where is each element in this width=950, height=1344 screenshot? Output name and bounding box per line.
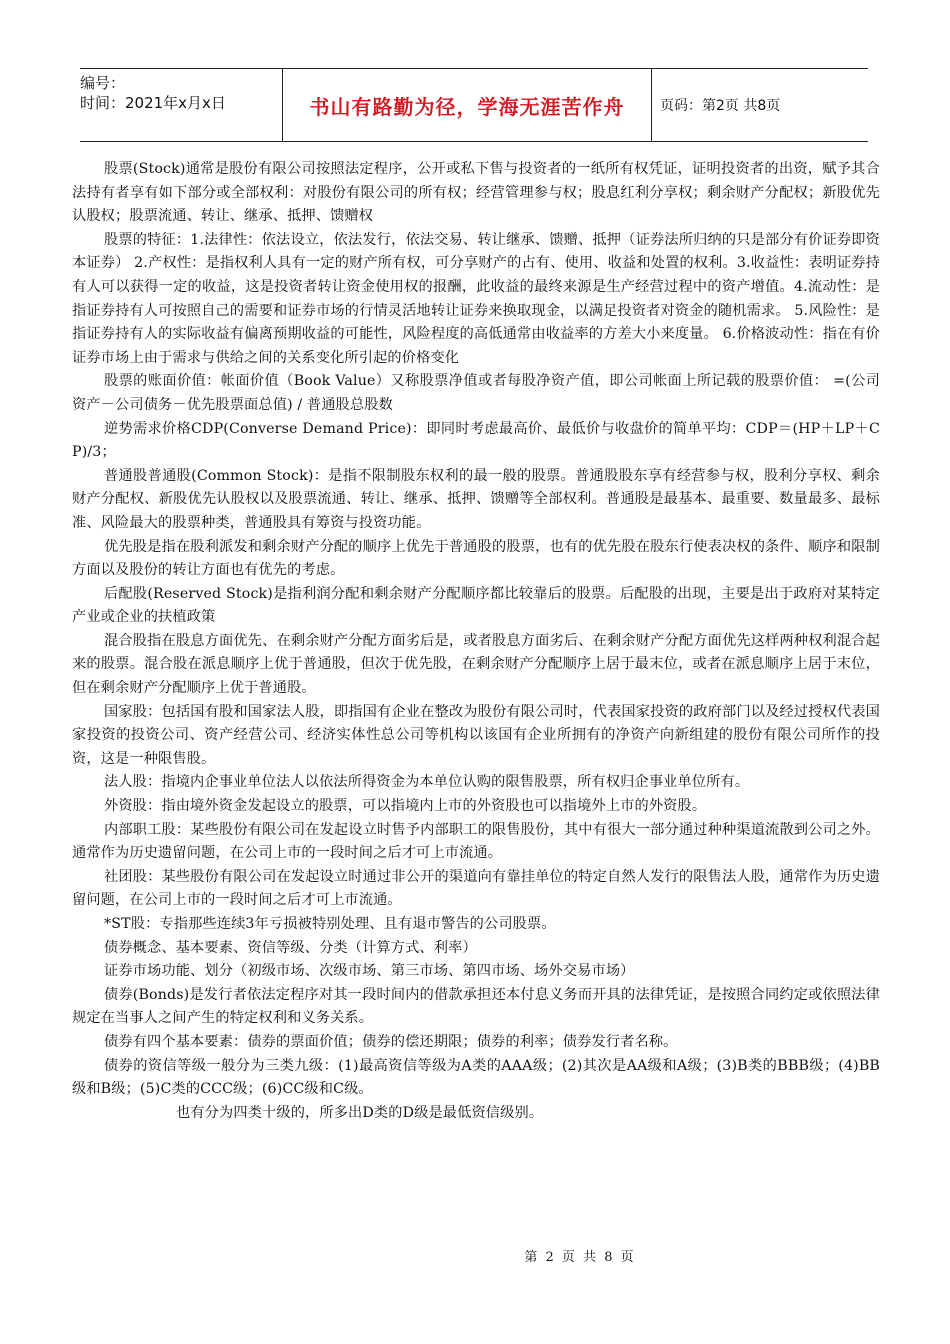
paragraph: 股票(Stock)通常是股份有限公司按照法定程序，公开或私下售与投资者的一纸所有权凭证，证明投资者的出资，赋予其合法持有者享有如下部分或全部权利：对股份有限公司的所有权；经营管理参与权；股息红利分享权；剩余财产分配权；新股优先认股权；股票流通、转让、继承、抵押、馈赠权 — [72, 161, 880, 225]
paragraph: 逆势需求价格CDP(Converse Demand Price)：即同时考虑最高价、最低价与收盘价的简单平均：CDP＝(HP＋LP＋CP)/3； — [72, 420, 880, 461]
page-footer — [0, 1246, 950, 1265]
header-page-label: 页码：第2页 共8页 — [660, 98, 781, 114]
paragraph: 外资股：指由境外资金发起设立的股票，可以指境内上市的外资股也可以指境外上市的外资股。 — [104, 798, 707, 815]
paragraph: 混合股指在股息方面优先、在剩余财产分配方面劣后是，或者股息方面劣后、在剩余财产分配方面优先这样两种权利混合起来的股票。混合股在派息顺序上优于普通股，但次于优先股，在剩余财产分配顺序上居于最末位，或者在派息顺序上居于末位，但在剩余财产分配顺序上优于普通股。 — [72, 632, 880, 697]
paragraph: 后配股(Reserved Stock)是指利润分配和剩余财产分配顺序都比较靠后的股票。后配股的出现，主要是出于政府对某特定产业或企业的扶植政策 — [72, 585, 880, 626]
header-meta — [80, 69, 282, 141]
header-motto: 书山有路勤为径，学海无涯苦作舟 — [282, 69, 652, 141]
paragraph: 股票的特征：1.法律性：依法设立，依法发行，依法交易、转让继承、馈赠、抵押（证券法所归纳的只是部分有价证券即资本证券） 2.产权性：是指权利人具有一定的财产所有权，可分享财产的占有、使用、收益和处置的权利。3.收益性：表明证券持有人可以获得一定的收益，这是投资者转让资金使用权的报酬，此收益的最终来源是生产经营过程中的资产增值。4.流动性：是指证券持有人可按照自己的需要和证券市场的行情灵活地转让证券来换取现金，以满足投资者对资金的随机需求。 5.风险性：是指证券持有人的实际收益有偏离预期收益的可能性，风险程度的高低通常由收益率的方差大小来度量。 6.价格波动性：指在有价证券市场上由于需求与供给之间的关系变化所引起的价格变化 — [72, 231, 880, 366]
page-header — [80, 68, 868, 142]
footer-page-number: 第 2 页 共 8 页 — [524, 1250, 636, 1265]
paragraph: 社团股：某些股份有限公司在发起设立时通过非公开的渠道向有靠挂单位的特定自然人发行的限售法人股，通常作为历史遗留问题，在公司上市的一段时间之后才可上市流通。 — [72, 868, 880, 909]
paragraph: 普通股普通股(Common Stock)：是指不限制股东权利的最一般的股票。普通股股东享有经营参与权，股利分享权、剩余财产分配权、新股优先认股权以及股票流通、转让、继承、抵押、馈赠等全部权利。普通股是最基本、最重要、数量最多、最标准、风险最大的股票种类，普通股具有筹资与投资功能。 — [72, 467, 880, 531]
paragraph: 内部职工股：某些股份有限公司在发起设立时售予内部职工的限售股份，其中有很大一部分通过种种渠道流散到公司之外。通常作为历史遗留问题，在公司上市的一段时间之后才可上市流通。 — [72, 821, 880, 862]
paragraph: 也有分为四类十级的，所多出D类的D级是最低资信级别。 — [176, 1104, 544, 1121]
paragraph: 证券市场功能、划分（初级市场、次级市场、第三市场、第四市场、场外交易市场） — [104, 963, 635, 980]
paragraph: *ST股：专指那些连续3年亏损被特别处理、且有退市警告的公司股票。 — [104, 916, 556, 932]
document-body — [72, 158, 880, 1125]
paragraph: 债券概念、基本要素、资信等级、分类（计算方式、利率） — [104, 939, 477, 956]
paragraph: 国家股：包括国有股和国家法人股，即指国有企业在整改为股份有限公司时，代表国家投资的政府部门以及经过授权代表国家投资的投资公司、资产经营公司、经济实体性总公司等机构以该国有企业所拥有的净资产向新组建的股份有限公司所作的投资，这是一种限售股。 — [72, 703, 880, 767]
document-time-label: 时间：2021年x月x日 — [80, 94, 226, 112]
paragraph: 优先股是指在股利派发和剩余财产分配的顺序上优先于普通股的股票，也有的优先股在股东行使表决权的条件、顺序和限制方面以及股份的转让方面也有优先的考虑。 — [72, 538, 880, 579]
paragraph: 债券(Bonds)是发行者依法定程序对其一段时间内的借款承担还本付息义务而开具的法律凭证，是按照合同约定或依照法律规定在当事人之间产生的特定权利和义务关系。 — [72, 986, 880, 1027]
paragraph: 债券的资信等级一般分为三类九级：(1)最高资信等级为A类的AAA级；(2)其次是AA级和A级；(3)B类的BBB级；(4)BB级和B级；(5)C类的CCC级；(6)CC级和C级。 — [72, 1057, 880, 1098]
paragraph: 债券有四个基本要素：债券的票面价值；债券的偿还期限；债券的利率；债券发行者名称。 — [104, 1033, 678, 1050]
paragraph: 股票的账面价值：帐面价值（Book Value）又称股票净值或者每股净资产值，即公司帐面上所记载的股票价值： =(公司资产－公司债务－优先股票面总值) / 普通股总股数 — [72, 373, 880, 413]
paragraph: 法人股：指境内企事业单位法人以依法所得资金为本单位认购的限售股票，所有权归企事业单位所有。 — [104, 774, 750, 791]
document-number-label: 编号： — [80, 74, 126, 92]
